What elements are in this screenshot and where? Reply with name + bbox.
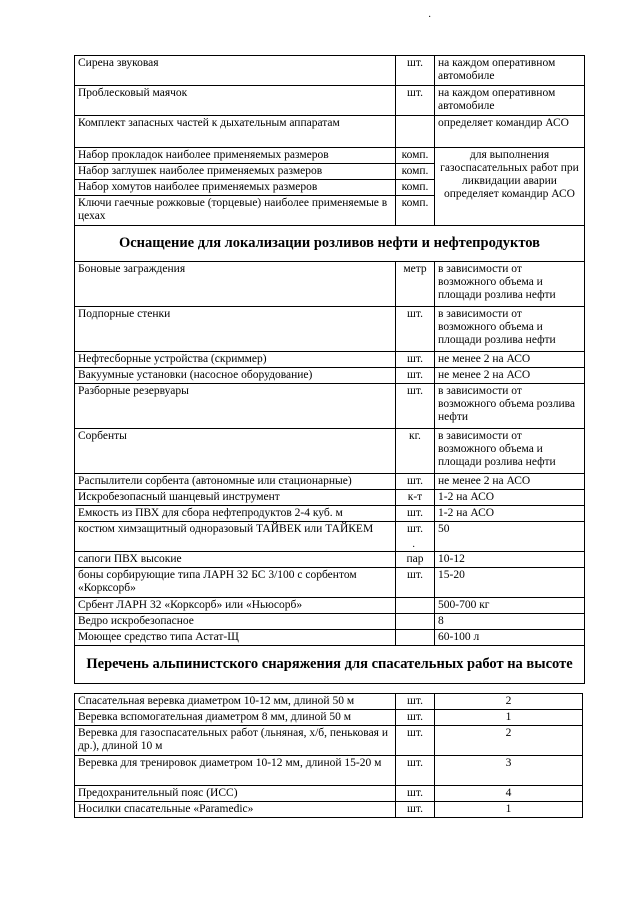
item-note: 10-12 bbox=[435, 552, 585, 568]
item-name: Проблесковый маячок bbox=[75, 86, 396, 116]
item-unit: шт. bbox=[396, 506, 435, 522]
table-row bbox=[75, 756, 583, 786]
item-name: сапоги ПВХ высокие bbox=[75, 552, 396, 568]
table-row bbox=[75, 307, 585, 352]
item-unit bbox=[396, 116, 435, 148]
item-name: костюм химзащитный одноразовый ТАЙВЕК или ТАЙКЕМ bbox=[75, 522, 396, 552]
section-title-climbing: Перечень альпинистского снаряжения для спасательных работ на высоте bbox=[75, 646, 585, 684]
item-name: Предохранительный пояс (ИСС) bbox=[75, 786, 396, 802]
item-note: в зависимости от возможного объема и площади розлива нефти bbox=[435, 429, 585, 474]
item-name: Спасательная веревка диаметром 10-12 мм, длиной 50 м bbox=[75, 694, 396, 710]
table-row bbox=[75, 710, 583, 726]
item-name: Носилки спасательные «Paramedic» bbox=[75, 802, 396, 818]
equipment-table bbox=[74, 55, 585, 684]
item-name: Искробезопасный шанцевый инструмент bbox=[75, 490, 396, 506]
item-note: в зависимости от возможного объема и площади розлива нефти bbox=[435, 262, 585, 307]
item-note: на каждом оперативном автомобиле bbox=[435, 86, 585, 116]
scan-dot: · bbox=[428, 12, 432, 23]
table-row bbox=[75, 352, 585, 368]
table-row bbox=[75, 726, 583, 756]
table-row bbox=[75, 368, 585, 384]
table-row bbox=[75, 116, 585, 148]
item-name: Подпорные стенки bbox=[75, 307, 396, 352]
section-title-oil: Оснащение для локализации розливов нефти и нефтепродуктов bbox=[75, 226, 585, 262]
item-name: Веревка вспомогательная диаметром 8 мм, длиной 50 м bbox=[75, 710, 396, 726]
item-unit bbox=[396, 598, 435, 614]
table-row bbox=[75, 630, 585, 646]
item-unit bbox=[396, 630, 435, 646]
item-name: Распылители сорбента (автономные или стационарные) bbox=[75, 474, 396, 490]
item-unit: шт. bbox=[396, 568, 435, 598]
item-unit bbox=[396, 614, 435, 630]
table-row bbox=[75, 384, 585, 429]
item-unit: шт. bbox=[396, 352, 435, 368]
table-row bbox=[75, 522, 585, 552]
item-note: 50 bbox=[435, 522, 585, 552]
item-qty: 4 bbox=[435, 786, 583, 802]
item-note: не менее 2 на АСО bbox=[435, 474, 585, 490]
item-name: Набор хомутов наиболее применяемых размеров bbox=[75, 180, 396, 196]
item-name: Ведро искробезопасное bbox=[75, 614, 396, 630]
item-name: Разборные резервуары bbox=[75, 384, 396, 429]
item-qty: 1 bbox=[435, 802, 583, 818]
item-note: 500-700 кг bbox=[435, 598, 585, 614]
table-row bbox=[75, 552, 585, 568]
item-unit: к-т bbox=[396, 490, 435, 506]
merged-note: для выполнения газоспасательных работ при ликвидации аварии определяет командир АСО bbox=[435, 148, 585, 226]
table-row bbox=[75, 474, 585, 490]
item-unit: кг. bbox=[396, 429, 435, 474]
item-note: не менее 2 на АСО bbox=[435, 352, 585, 368]
item-name: Вакуумные установки (насосное оборудование) bbox=[75, 368, 396, 384]
item-unit: комп. bbox=[396, 148, 435, 164]
table-row bbox=[75, 802, 583, 818]
item-unit: пар bbox=[396, 552, 435, 568]
section-header bbox=[75, 226, 585, 262]
item-unit: шт. bbox=[396, 307, 435, 352]
item-name: Веревка для тренировок диаметром 10-12 мм, длиной 15-20 м bbox=[75, 756, 396, 786]
item-name: Емкость из ПВХ для сбора нефтепродуктов 2-4 куб. м bbox=[75, 506, 396, 522]
item-unit: шт. bbox=[396, 756, 435, 786]
item-name: Сорбенты bbox=[75, 429, 396, 474]
scan-dot: · bbox=[412, 542, 416, 553]
item-name: Набор заглушек наиболее применяемых размеров bbox=[75, 164, 396, 180]
item-note: 8 bbox=[435, 614, 585, 630]
item-unit: метр bbox=[396, 262, 435, 307]
item-unit: шт. bbox=[396, 384, 435, 429]
table-row bbox=[75, 694, 583, 710]
item-name: боны сорбирующие типа ЛАРН 32 БС 3/100 с сорбентом «Корксорб» bbox=[75, 568, 396, 598]
item-unit: шт. bbox=[396, 710, 435, 726]
item-note: в зависимости от возможного объема розлива нефти bbox=[435, 384, 585, 429]
item-qty: 3 bbox=[435, 756, 583, 786]
item-note: 15-20 bbox=[435, 568, 585, 598]
item-note: не менее 2 на АСО bbox=[435, 368, 585, 384]
table-row bbox=[75, 786, 583, 802]
item-unit: шт. bbox=[396, 802, 435, 818]
item-note: определяет командир АСО bbox=[435, 116, 585, 148]
item-name: Набор прокладок наиболее применяемых размеров bbox=[75, 148, 396, 164]
item-unit: шт. bbox=[396, 522, 435, 552]
item-name: Ключи гаечные рожковые (торцевые) наиболее применяемые в цехах bbox=[75, 196, 396, 226]
item-name: Боновые заграждения bbox=[75, 262, 396, 307]
item-unit: шт. bbox=[396, 474, 435, 490]
table-row bbox=[75, 56, 585, 86]
table-row bbox=[75, 148, 585, 164]
item-unit: шт. bbox=[396, 694, 435, 710]
table-row bbox=[75, 490, 585, 506]
item-note: 1-2 на АСО bbox=[435, 490, 585, 506]
item-name: Моющее средство типа Астат-Щ bbox=[75, 630, 396, 646]
item-name: Сирена звуковая bbox=[75, 56, 396, 86]
item-qty: 2 bbox=[435, 694, 583, 710]
item-name: Комплект запасных частей к дыхательным аппаратам bbox=[75, 116, 396, 148]
item-unit: шт. bbox=[396, 726, 435, 756]
item-unit: шт. bbox=[396, 56, 435, 86]
table-row bbox=[75, 262, 585, 307]
item-note: 1-2 на АСО bbox=[435, 506, 585, 522]
table-row bbox=[75, 86, 585, 116]
item-name: Србент ЛАРН 32 «Корксорб» или «Ньюсорб» bbox=[75, 598, 396, 614]
item-qty: 2 bbox=[435, 726, 583, 756]
item-qty: 1 bbox=[435, 710, 583, 726]
item-note: 60-100 л bbox=[435, 630, 585, 646]
item-unit: комп. bbox=[396, 164, 435, 180]
item-note: на каждом оперативном автомобиле bbox=[435, 56, 585, 86]
table-row bbox=[75, 598, 585, 614]
climbing-equipment-table bbox=[74, 693, 583, 818]
item-unit: шт. bbox=[396, 368, 435, 384]
item-unit: комп. bbox=[396, 196, 435, 226]
section-header bbox=[75, 646, 585, 684]
item-name: Нефтесборные устройства (скриммер) bbox=[75, 352, 396, 368]
item-name: Веревка для газоспасательных работ (льняная, х/б, пеньковая и др.), длиной 10 м bbox=[75, 726, 396, 756]
table-row bbox=[75, 614, 585, 630]
table-row bbox=[75, 568, 585, 598]
table-row bbox=[75, 506, 585, 522]
item-unit: комп. bbox=[396, 180, 435, 196]
item-unit: шт. bbox=[396, 786, 435, 802]
item-note: в зависимости от возможного объема и площади розлива нефти bbox=[435, 307, 585, 352]
item-unit: шт. bbox=[396, 86, 435, 116]
table-row bbox=[75, 429, 585, 474]
